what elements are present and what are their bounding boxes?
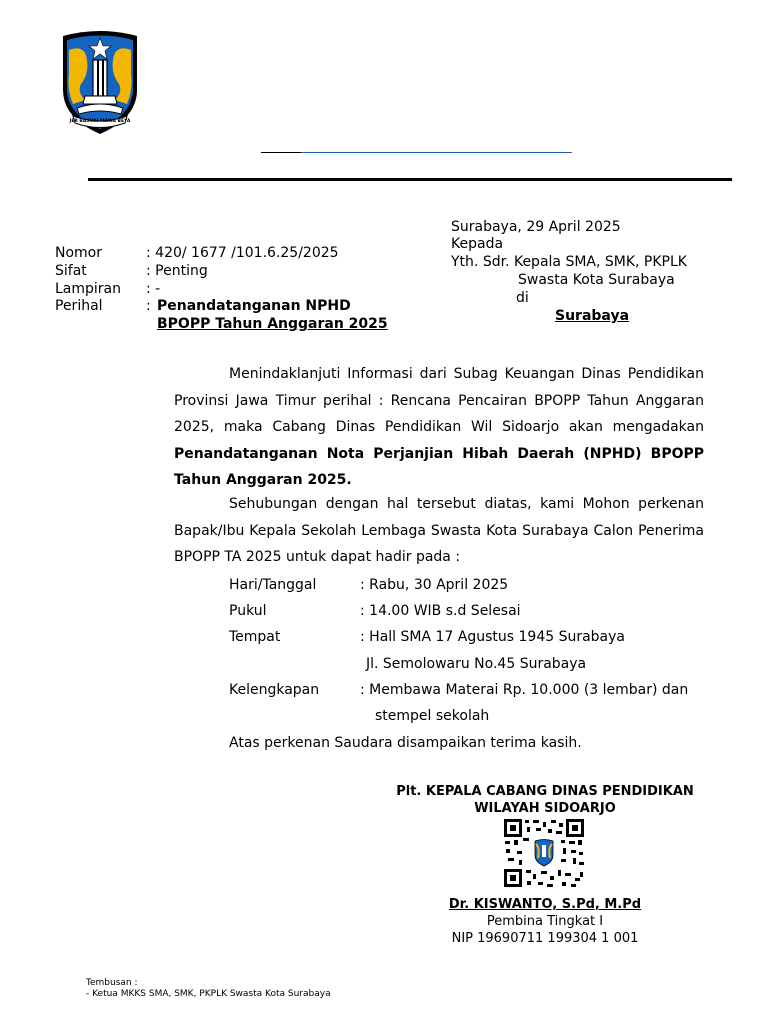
tempat-value: : Hall SMA 17 Agustus 1945 Surabaya xyxy=(360,629,626,645)
sifat-label: Sifat xyxy=(55,263,87,279)
tembusan-item: - Ketua MKKS SMA, SMK, PKPLK Swasta Kota Surabaya xyxy=(86,989,331,999)
nomor-value: : 420/ 1677 /101.6.25/2025 xyxy=(146,245,339,261)
pukul-label: Pukul xyxy=(229,603,267,619)
signatory-rank: Pembina Tingkat I xyxy=(486,914,604,929)
header-accent-line xyxy=(261,152,572,153)
body-paragraph-2 xyxy=(174,491,704,571)
signatory-title-2: WILAYAH SIDOARJO xyxy=(474,801,616,816)
body-paragraph-1 xyxy=(174,361,704,494)
perihal-line1: Penandatanganan NPHD xyxy=(157,298,351,314)
pukul-value: : 14.00 WIB s.d Selesai xyxy=(360,603,521,619)
recipient-di: di xyxy=(516,290,529,306)
tempat-label: Tempat xyxy=(229,629,281,645)
signatory-nip: NIP 19690711 199304 1 001 xyxy=(451,931,639,946)
kelengkapan-value: : Membawa Materai Rp. 10.000 (3 lembar) dan xyxy=(360,682,689,698)
perihal-line2: BPOPP Tahun Anggaran 2025 xyxy=(157,316,388,332)
recipient-line2: Swasta Kota Surabaya xyxy=(518,272,675,288)
recipient-kepada: Kepada xyxy=(451,236,504,252)
nomor-label: Nomor xyxy=(55,245,102,261)
recipient-line1: Yth. Sdr. Kepala SMA, SMK, PKPLK xyxy=(451,254,687,270)
letter-date: Surabaya, 29 April 2025 xyxy=(451,219,621,235)
paragraph-1-text: Menindaklanjuti Informasi dari Subag Keuangan Dinas Pendidikan Provinsi Jawa Timur perihal : Rencana Pencairan BPOPP Tahun Anggaran 2025, maka Cabang Dinas Pendidikan Wil Sidoarjo akan mengadakan xyxy=(174,366,704,436)
svg-text:JER BASUKI MAWA BEYA: JER BASUKI MAWA BEYA xyxy=(69,119,131,124)
tembusan-label: Tembusan : xyxy=(86,978,138,988)
hari-label: Hari/Tanggal xyxy=(229,577,317,593)
recipient-city: Surabaya xyxy=(555,308,630,324)
perihal-label: Perihal xyxy=(55,298,103,314)
signature-qr-code xyxy=(503,818,585,888)
header-rule xyxy=(88,178,732,181)
signatory-title-1: Plt. KEPALA CABANG DINAS PENDIDIKAN xyxy=(396,784,694,799)
jawa-timur-emblem-logo xyxy=(55,30,145,140)
perihal-colon: : xyxy=(146,298,151,314)
lampiran-label: Lampiran xyxy=(55,281,122,297)
signatory-name: Dr. KISWANTO, S.Pd, M.Pd xyxy=(448,897,642,912)
closing-sentence: Atas perkenan Saudara disampaikan terima kasih. xyxy=(229,735,582,751)
paragraph-1-bold-text: Penandatanganan Nota Perjanjian Hibah Daerah (NPHD) BPOPP Tahun Anggaran 2025. xyxy=(174,445,704,489)
hari-value: : Rabu, 30 April 2025 xyxy=(360,577,509,593)
tempat-address: Jl. Semolowaru No.45 Surabaya xyxy=(366,656,587,672)
lampiran-value: : - xyxy=(146,281,161,297)
kelengkapan-label: Kelengkapan xyxy=(229,682,320,698)
sifat-value: : Penting xyxy=(146,263,208,279)
paragraph-2-text: Sehubungan dengan hal tersebut diatas, kami Mohon perkenan Bapak/Ibu Kepala Sekolah Lembaga Swasta Kota Surabaya Calon Penerima BPOPP TA 2025 untuk dapat hadir pada : xyxy=(174,496,704,566)
kelengkapan-value-2: stempel sekolah xyxy=(375,708,490,724)
